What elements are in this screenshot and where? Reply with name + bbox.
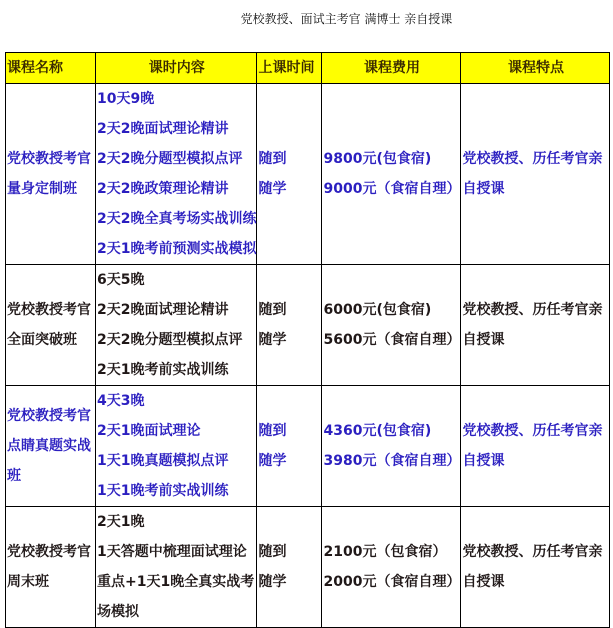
cell-line: 1天1晚真题模拟点评: [97, 453, 229, 469]
fee-cell: [322, 265, 461, 386]
course-name-cell: [6, 265, 96, 386]
cell-line: 2天2晚面试理论精讲: [97, 302, 229, 318]
cell-line: 量身定制班: [7, 181, 77, 197]
header-course-name: 课程名称: [6, 53, 96, 84]
cell-line: 党校教授考官: [7, 151, 91, 167]
feature-cell: [461, 507, 610, 628]
table-row: [6, 84, 610, 265]
cell-line: 场模拟: [97, 604, 139, 620]
cell-line: 5600元（食宿自理）: [323, 332, 461, 348]
cell-line: 1天1晚考前实战训练: [97, 483, 229, 499]
time-cell: [257, 84, 322, 265]
cell-line: 自授课: [462, 574, 505, 590]
cell-line: 班: [7, 468, 21, 484]
cell-line: 随学: [258, 332, 287, 348]
cell-line: 2天2晚全真考场实战训练: [97, 211, 257, 227]
cell-line: 9000元（食宿自理）: [323, 181, 461, 197]
cell-line: 1天答题中梳理面试理论: [97, 544, 247, 560]
cell-line: 重点+1天1晚全真实战考: [97, 574, 255, 590]
cell-line: 党校教授考官: [7, 302, 91, 318]
cell-line: 2天1晚考前实战训练: [97, 362, 229, 378]
feature-cell: [461, 386, 610, 507]
cell-line: 党校教授、历任考官亲: [462, 151, 603, 167]
page-title: 党校教授、面试主考官 满博士 亲自授课: [240, 12, 453, 26]
cell-line: 自授课: [462, 181, 505, 197]
cell-line: 2天2晚面试理论精讲: [97, 121, 229, 137]
cell-line: 6天5晚: [97, 272, 145, 288]
cell-line: 2天1晚考前预测实战模拟: [97, 241, 257, 257]
cell-line: 9800元(包食宿): [323, 151, 432, 167]
cell-line: 党校教授、历任考官亲: [462, 544, 603, 560]
fee-cell: [322, 84, 461, 265]
cell-line: 3980元（食宿自理）: [323, 453, 461, 469]
header-row: [6, 53, 610, 84]
cell-line: 点睛真题实战: [7, 438, 91, 454]
cell-line: 6000元(包食宿): [323, 302, 432, 318]
cell-line: 4天3晚: [97, 393, 145, 409]
header-time: 上课时间: [257, 53, 322, 84]
header-feature: 课程特点: [461, 53, 610, 84]
cell-line: 2天2晚分题型模拟点评: [97, 332, 243, 348]
cell-line: 2天1晚: [97, 514, 145, 530]
cell-line: 2100元（包食宿）: [323, 544, 447, 560]
fee-cell: [322, 386, 461, 507]
feature-cell: [461, 265, 610, 386]
course-name-cell: [6, 507, 96, 628]
feature-cell: [461, 84, 610, 265]
cell-line: 随到: [258, 151, 287, 167]
header-fee: 课程费用: [322, 53, 461, 84]
cell-line: 2天1晚面试理论: [97, 423, 201, 439]
table-row: [6, 265, 610, 386]
cell-line: 党校教授、历任考官亲: [462, 423, 603, 439]
cell-line: 随学: [258, 574, 287, 590]
table-row: [6, 386, 610, 507]
course-name-cell: [6, 386, 96, 507]
cell-line: 自授课: [462, 453, 505, 469]
cell-line: 随学: [258, 453, 287, 469]
header-content: 课时内容: [96, 53, 257, 84]
course-name-cell: [6, 84, 96, 265]
content-cell: [96, 507, 257, 628]
cell-line: 随到: [258, 423, 287, 439]
time-cell: [257, 507, 322, 628]
course-table: [5, 52, 610, 628]
cell-line: 周末班: [7, 574, 49, 590]
cell-line: 随学: [258, 181, 287, 197]
cell-line: 自授课: [462, 332, 505, 348]
cell-line: 党校教授考官: [7, 408, 91, 424]
cell-line: 2天2晚政策理论精讲: [97, 181, 229, 197]
cell-line: 党校教授、历任考官亲: [462, 302, 603, 318]
cell-line: 4360元(包食宿): [323, 423, 432, 439]
cell-line: 10天9晚: [97, 91, 155, 107]
cell-line: 2天2晚分题型模拟点评: [97, 151, 243, 167]
content-cell: [96, 265, 257, 386]
table-row: [6, 507, 610, 628]
cell-line: 随到: [258, 302, 287, 318]
content-cell: [96, 84, 257, 265]
cell-line: 党校教授考官: [7, 544, 91, 560]
cell-line: 随到: [258, 544, 287, 560]
cell-line: 全面突破班: [7, 332, 77, 348]
content-cell: [96, 386, 257, 507]
fee-cell: [322, 507, 461, 628]
time-cell: [257, 386, 322, 507]
time-cell: [257, 265, 322, 386]
cell-line: 2000元（食宿自理）: [323, 574, 461, 590]
